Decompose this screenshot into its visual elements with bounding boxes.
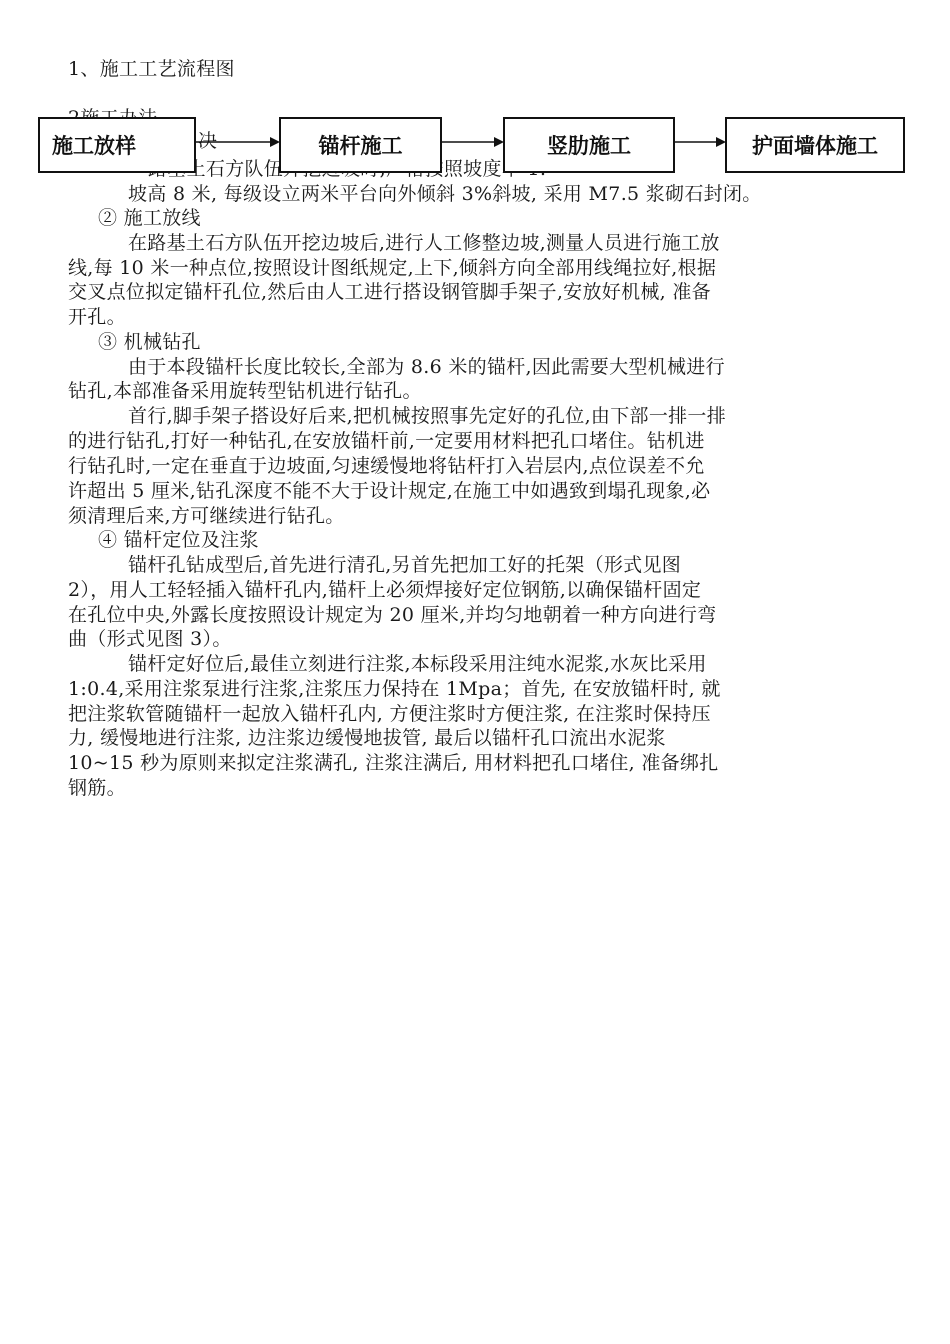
flow-arrow-2	[442, 134, 504, 150]
flow-arrow-3	[675, 134, 726, 150]
body-line: 10~15 秒为原则来拟定注浆满孔, 注浆注满后, 用材料把孔口堵住, 准备绑扎	[68, 752, 719, 774]
flow-step-label: 锚杆施工	[318, 134, 403, 158]
body-line: 锚杆孔钻成型后,首先进行清孔,另首先把加工好的托架（形式见图	[128, 554, 682, 576]
body-line: 线,每 10 米一种点位,按照设计图纸规定,上下,倾斜方向全部用线绳拉好,根据	[68, 257, 717, 279]
body-line: 1:0.4,采用注浆泵进行注浆,注浆压力保持在 1Mpa；首先, 在安放锚杆时, 就	[68, 678, 721, 700]
body-line: 交叉点位拟定锚杆孔位,然后由人工进行搭设钢管脚手架子,安放好机械, 准备	[68, 281, 711, 303]
body-line: 2），用人工轻轻插入锚杆孔内,锚杆上必须焊接好定位钢筋,以确保锚杆固定	[68, 579, 702, 601]
body-line: 坡高 8 米, 每级设立两米平台向外倾斜 3%斜坡, 采用 M7.5 浆砌石封闭。	[128, 183, 762, 205]
section-heading: 1、施工工艺流程图	[68, 58, 235, 80]
body-line: 曲（形式见图 3）。	[68, 628, 232, 650]
body-line: 的进行钻孔,打好一种钻孔,在安放锚杆前,一定要用材料把孔口堵住。钻机进	[68, 430, 705, 452]
body-line: 由于本段锚杆长度比较长,全部为 8.6 米的锚杆,因此需要大型机械进行	[128, 356, 725, 378]
item-heading: ④ 锚杆定位及注浆	[98, 529, 259, 551]
flow-step-label: 竖肋施工	[547, 134, 631, 158]
flow-step-label: 护面墙体施工	[752, 134, 878, 158]
body-line: 在孔位中央,外露长度按照设计规定为 20 厘米,并均匀地朝着一种方向进行弯	[68, 604, 717, 626]
item-heading: ③ 机械钻孔	[98, 331, 201, 353]
flow-arrow-1	[196, 134, 280, 150]
body-line: 钻孔,本部准备采用旋转型钻机进行钻孔。	[68, 380, 422, 402]
body-line: 行钻孔时,一定在垂直于边坡面,匀速缓慢地将钻杆打入岩层内,点位误差不允	[68, 455, 705, 477]
item-heading: ② 施工放线	[98, 207, 201, 229]
flow-step-label: 施工放样	[52, 134, 136, 158]
body-line: 锚杆定好位后,最佳立刻进行注浆,本标段采用注纯水泥浆,水灰比采用	[128, 653, 707, 675]
flow-step-layout	[38, 117, 196, 173]
flow-step-rib	[503, 117, 675, 173]
body-line: 许超出 5 厘米,钻孔深度不能不大于设计规定,在施工中如遇致到塌孔现象,必	[68, 480, 711, 502]
body-line: 力, 缓慢地进行注浆, 边注浆边缓慢地拔管, 最后以锚杆孔口流出水泥浆	[68, 727, 666, 749]
flow-step-wall	[725, 117, 905, 173]
item1-fragment: 决	[198, 130, 218, 152]
body-line: 开孔。	[68, 306, 126, 328]
body-line: 把注浆软管随锚杆一起放入锚杆孔内, 方便注浆时方便注浆, 在注浆时保持压	[68, 703, 711, 725]
body-line: 在路基土石方队伍开挖边坡后,进行人工修整边坡,测量人员进行施工放	[128, 232, 720, 254]
body-line: 钢筋。	[68, 777, 126, 799]
body-line: 须清理后来,方可继续进行钻孔。	[68, 505, 345, 527]
flow-step-anchor	[279, 117, 442, 173]
body-line: 首行,脚手架子搭设好后来,把机械按照事先定好的孔位,由下部一排一排	[128, 405, 727, 427]
